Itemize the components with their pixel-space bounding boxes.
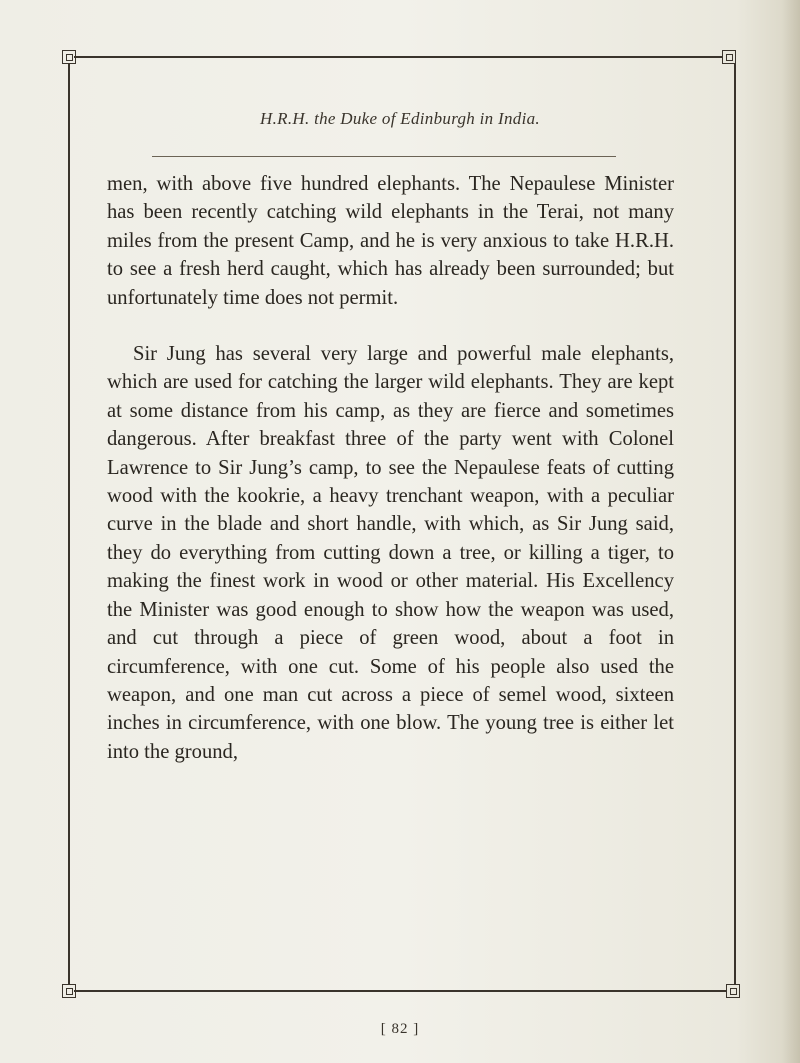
paragraph: men, with above five hundred elephants. The Nepaulese Minister has been recently catching wild elephants in the Terai, not many miles from the present Camp, and he is very anxious to take H.R.H. to see a fresh herd caught, which has already been surrounded; but unfortunately time does not permit. [107,173,674,309]
header-rule [152,156,616,157]
frame-corner-ornament-top-right [722,50,736,64]
page-edge-shadow [782,0,800,1063]
frame-corner-ornament-top-left [62,50,76,64]
frame-right-rule [734,64,736,984]
paragraph: Sir Jung has several very large and powerful male elephants, which are used for catching the larger wild elephants. They are kept at some distance from his camp, as they are fierce and sometimes dangerous. After breakfast three of the party went with Colonel Lawrence to Sir Jung’s camp, to see the Nepaulese feats of cutting wood with the kookrie, a heavy trenchant weapon, with a peculiar curve in the blade and short handle, with which, as Sir Jung said, they do everything from cutting down a tree, or killing a tiger, to making the finest work in wood or other material. His Excellency the Minister was good enough to show how the weapon was used, and cut through a piece of green wood, about a foot in circumference, with one cut. Some of his people also used the weapon, and one man cut across a piece of semel wood, sixteen inches in circumference, with one blow. The young tree is either let into the ground, [107,343,674,763]
frame-left-rule [68,64,70,984]
frame-corner-ornament-bottom-left [62,984,76,998]
running-title: H.R.H. the Duke of Edinburgh in India. [260,109,540,128]
frame-bottom-rule [74,990,726,992]
frame-corner-ornament-bottom-right [726,984,740,998]
frame-top-rule [74,56,722,58]
page-number: [ 82 ] [380,1021,420,1037]
body-text [107,170,674,766]
